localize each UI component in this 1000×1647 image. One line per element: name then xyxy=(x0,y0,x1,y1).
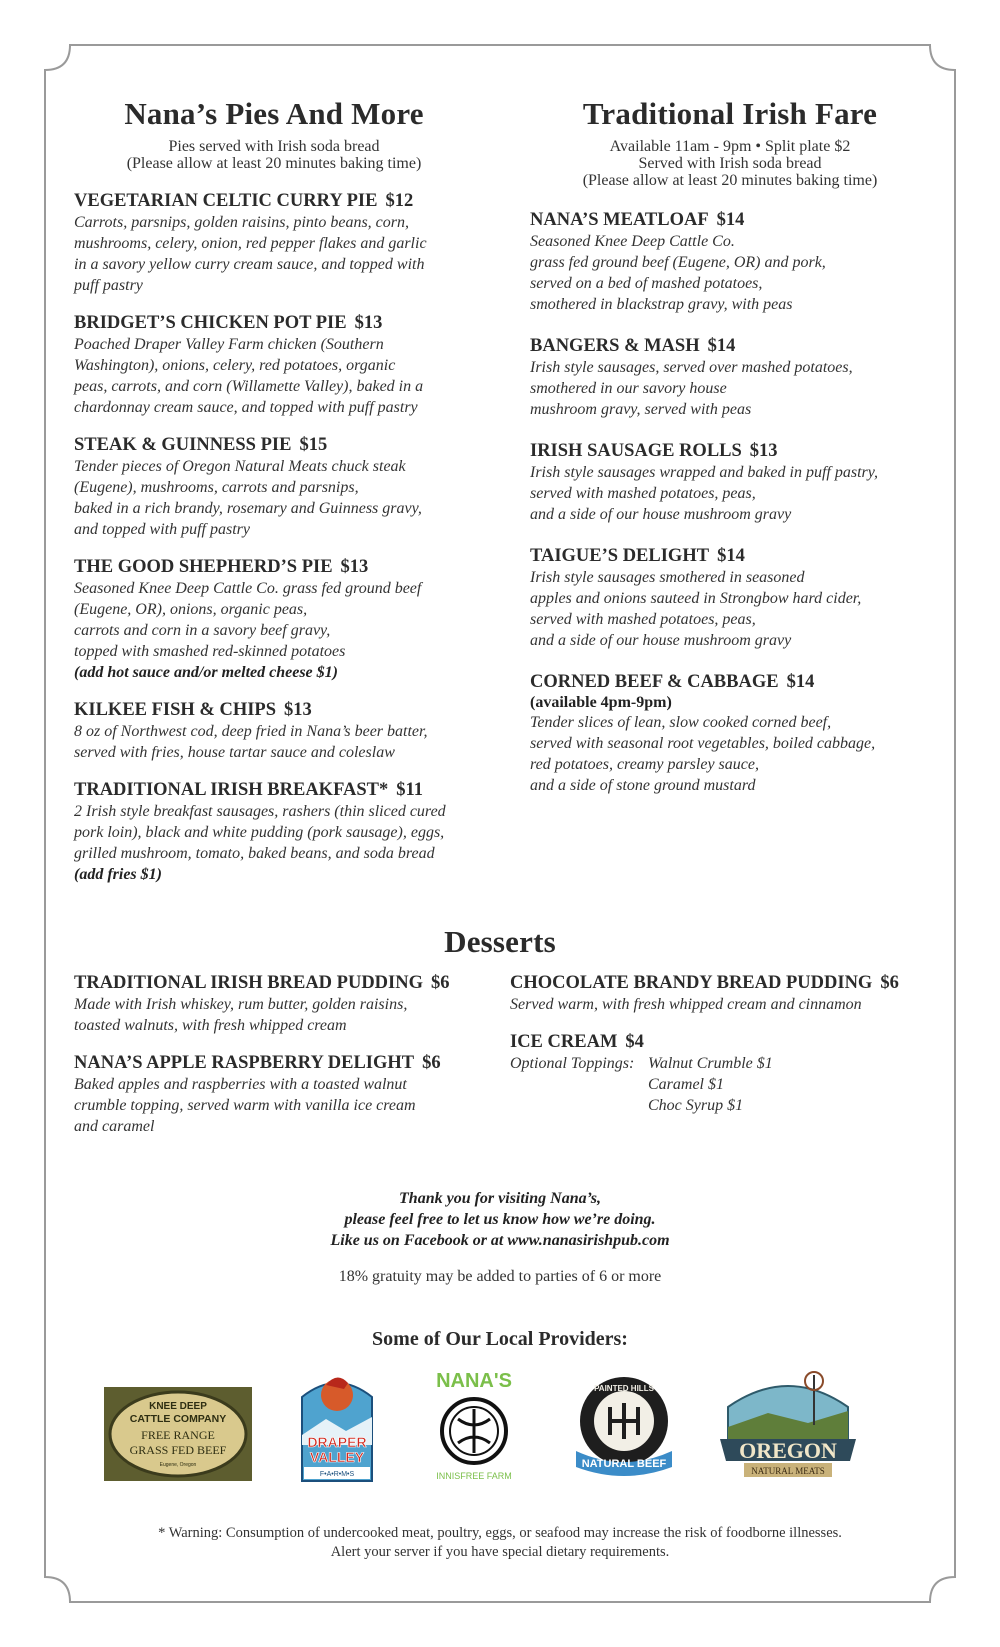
item-desc-line: 2 Irish style breakfast sausages, rashers (thin sliced cured xyxy=(74,803,446,820)
logo-text: PAINTED HILLS xyxy=(594,1384,654,1393)
item-name: BRIDGET’S CHICKEN POT PIE xyxy=(74,313,347,333)
warning-line: * Warning: Consumption of undercooked meat, poultry, eggs, or seafood may increase the risk of foodborne illnesses. xyxy=(158,1525,842,1541)
item-price: $14 xyxy=(786,672,815,692)
menu-item-ice-cream xyxy=(510,1031,940,1116)
provider-logos xyxy=(96,1365,906,1500)
thanks-line: Thank you for visiting Nana’s, xyxy=(399,1190,601,1207)
menu-item xyxy=(530,440,930,525)
nanas-innisfree-logo xyxy=(424,1365,524,1489)
menu-item xyxy=(74,779,474,885)
item-desc-line: and topped with puff pastry xyxy=(74,521,250,538)
item-desc-line: Washington), onions, celery, red potatoes, organic xyxy=(74,357,396,374)
item-desc-line: mushrooms, celery, onion, red pepper flakes and garlic xyxy=(74,235,427,252)
thank-you-message xyxy=(0,1188,1000,1251)
item-name: KILKEE FISH & CHIPS xyxy=(74,700,277,720)
item-name: CORNED BEEF & CABBAGE xyxy=(530,672,779,692)
item-desc-line: Served warm, with fresh whipped cream and cinnamon xyxy=(510,996,862,1013)
item-name: TRADITIONAL IRISH BREAKFAST* xyxy=(74,780,389,800)
irish-subtitle: Served with Irish soda bread xyxy=(638,155,822,172)
item-desc-line: and caramel xyxy=(74,1118,155,1135)
painted-hills-logo xyxy=(568,1375,680,1479)
item-name: THE GOOD SHEPHERD’S PIE xyxy=(74,557,333,577)
pies-section xyxy=(74,96,474,885)
item-price: $13 xyxy=(284,700,312,720)
pies-subtitle-note: (Please allow at least 20 minutes baking time) xyxy=(126,155,422,172)
knee-deep-logo xyxy=(104,1387,252,1481)
topping-item: Walnut Crumble $1 xyxy=(648,1055,773,1072)
logo-text: CATTLE COMPANY xyxy=(129,1413,227,1425)
item-desc-line: Seasoned Knee Deep Cattle Co. grass fed ground beef xyxy=(74,580,422,597)
item-desc-line: mushroom gravy, served with peas xyxy=(530,401,752,418)
providers-title: Some of Our Local Providers: xyxy=(372,1328,628,1350)
item-desc-line: Poached Draper Valley Farm chicken (Southern xyxy=(74,336,384,353)
gratuity-note: 18% gratuity may be added to parties of 6 or more xyxy=(338,1268,662,1285)
item-desc-line: peas, carrots, and corn (Willamette Valley), baked in a xyxy=(74,378,424,395)
menu-item xyxy=(530,545,930,651)
item-price: $6 xyxy=(431,973,450,993)
item-desc-line: Carrots, parsnips, golden raisins, pinto beans, corn, xyxy=(74,214,409,231)
logo-text: NATURAL BEEF xyxy=(581,1458,667,1470)
item-desc-line: crumble topping, served warm with vanilla ice cream xyxy=(74,1097,416,1114)
item-price: $15 xyxy=(299,435,328,455)
item-price: $13 xyxy=(354,313,383,333)
menu-item xyxy=(510,972,940,1015)
item-desc-line: toasted walnuts, with fresh whipped cream xyxy=(74,1017,347,1034)
item-price: $14 xyxy=(707,336,736,356)
logo-text: F•A•R•M•S xyxy=(319,1471,355,1478)
oregon-natural-meats-logo xyxy=(718,1367,858,1485)
item-desc-line: Irish style sausages, served over mashed potatoes, xyxy=(530,359,853,376)
item-price: $12 xyxy=(385,191,414,211)
topping-item: Choc Syrup $1 xyxy=(648,1097,744,1114)
item-name: CHOCOLATE BRANDY BREAD PUDDING xyxy=(510,973,873,993)
item-desc-line: puff pastry xyxy=(74,277,143,294)
item-desc-line: red potatoes, creamy parsley sauce, xyxy=(530,756,759,773)
menu-item xyxy=(530,335,930,420)
desserts-title: Desserts xyxy=(444,924,556,959)
pies-title: Nana’s Pies And More xyxy=(124,96,424,131)
logo-text: FREE RANGE xyxy=(141,1428,215,1442)
item-desc-line: in a savory yellow curry cream sauce, and topped with xyxy=(74,256,425,273)
item-desc-line: and a side of our house mushroom gravy xyxy=(530,506,792,523)
menu-item xyxy=(74,434,474,540)
menu-item xyxy=(74,190,474,296)
item-desc-line: served on a bed of mashed potatoes, xyxy=(530,275,763,292)
item-desc-line: served with fries, house tartar sauce and coleslaw xyxy=(74,744,395,761)
item-desc-line: served with mashed potatoes, peas, xyxy=(530,611,756,628)
item-desc-line: Irish style sausages smothered in seasoned xyxy=(530,569,805,586)
desserts-left xyxy=(74,972,494,1137)
item-price: $14 xyxy=(716,210,745,230)
item-desc-line: Baked apples and raspberries with a toasted walnut xyxy=(74,1076,407,1093)
menu-item xyxy=(74,556,474,683)
item-note: (add fries $1) xyxy=(74,866,162,883)
topping-item: Caramel $1 xyxy=(648,1076,724,1093)
item-name: BANGERS & MASH xyxy=(530,336,700,356)
logo-text: KNEE DEEP xyxy=(149,1401,207,1412)
item-desc-line: (Eugene), mushrooms, carrots and parsnips, xyxy=(74,479,359,496)
item-desc-line: smothered in our savory house xyxy=(530,380,727,397)
menu-item xyxy=(530,209,930,315)
logo-text: Eugene, Oregon xyxy=(159,1462,197,1468)
irish-subtitle-note: (Please allow at least 20 minutes baking time) xyxy=(582,172,878,189)
menu-item xyxy=(74,1052,494,1137)
thanks-line: please feel free to let us know how we’re doing. xyxy=(344,1211,656,1228)
irish-fare-title: Traditional Irish Fare xyxy=(582,96,878,131)
item-desc-line: served with mashed potatoes, peas, xyxy=(530,485,756,502)
item-price: $4 xyxy=(625,1032,644,1052)
item-desc-line: and a side of stone ground mustard xyxy=(530,777,756,794)
item-desc-line: 8 oz of Northwest cod, deep fried in Nana’s beer batter, xyxy=(74,723,428,740)
item-desc-line: carrots and corn in a savory beef gravy, xyxy=(74,622,331,639)
menu-item xyxy=(74,699,474,763)
item-desc-line: and a side of our house mushroom gravy xyxy=(530,632,792,649)
item-name: IRISH SAUSAGE ROLLS xyxy=(530,441,742,461)
item-desc-line: (Eugene, OR), onions, organic peas, xyxy=(74,601,308,618)
item-desc-line: smothered in blackstrap gravy, with peas xyxy=(530,296,793,313)
menu-item xyxy=(530,671,930,796)
item-desc-line: Tender slices of lean, slow cooked corned beef, xyxy=(530,714,832,731)
item-price: $6 xyxy=(422,1053,441,1073)
logo-text: NATURAL MEATS xyxy=(751,1466,825,1476)
item-price: $13 xyxy=(749,441,778,461)
logo-text: VALLEY xyxy=(309,1449,365,1465)
item-availability: (available 4pm-9pm) xyxy=(530,694,672,711)
menu-item xyxy=(74,972,494,1036)
pies-subtitle: Pies served with Irish soda bread xyxy=(168,138,380,155)
item-desc-line: topped with smashed red-skinned potatoes xyxy=(74,643,346,660)
item-desc-line: Tender pieces of Oregon Natural Meats chuck steak xyxy=(74,458,406,475)
thanks-line: Like us on Facebook or at www.nanasirishpub.com xyxy=(330,1232,670,1249)
item-desc-line: chardonnay cream sauce, and topped with puff pastry xyxy=(74,399,418,416)
item-name: STEAK & GUINNESS PIE xyxy=(74,435,292,455)
item-name: TAIGUE’S DELIGHT xyxy=(530,546,710,566)
warning-line: Alert your server if you have special dietary requirements. xyxy=(330,1544,670,1560)
item-name: NANA’S APPLE RASPBERRY DELIGHT xyxy=(74,1053,415,1073)
item-note: (add hot sauce and/or melted cheese $1) xyxy=(74,664,338,681)
toppings-label: Optional Toppings: xyxy=(510,1055,635,1072)
item-desc-line: Seasoned Knee Deep Cattle Co. xyxy=(530,233,735,250)
item-desc-line: baked in a rich brandy, rosemary and Guinness gravy, xyxy=(74,500,422,517)
item-desc-line: Irish style sausages wrapped and baked in puff pastry, xyxy=(530,464,878,481)
item-name: TRADITIONAL IRISH BREAD PUDDING xyxy=(74,973,423,993)
item-price: $11 xyxy=(396,780,423,800)
logo-text: DRAPER xyxy=(307,1434,367,1450)
item-name: VEGETARIAN CELTIC CURRY PIE xyxy=(74,191,378,211)
item-price: $13 xyxy=(340,557,369,577)
logo-text: OREGON xyxy=(739,1438,837,1463)
logo-text: INNISFREE FARM xyxy=(436,1471,512,1481)
irish-fare-section xyxy=(530,96,930,796)
item-price: $14 xyxy=(717,546,745,566)
food-warning xyxy=(0,1524,1000,1562)
item-desc-line: Made with Irish whiskey, rum butter, golden raisins, xyxy=(74,996,408,1013)
item-desc-line: served with seasonal root vegetables, boiled cabbage, xyxy=(530,735,876,752)
logo-text: GRASS FED BEEF xyxy=(129,1443,227,1457)
item-desc-line: grass fed ground beef (Eugene, OR) and pork, xyxy=(530,254,826,271)
item-name: ICE CREAM xyxy=(510,1032,618,1052)
item-desc-line: apples and onions sauteed in Strongbow hard cider, xyxy=(530,590,862,607)
item-desc-line: pork loin), black and white pudding (pork sausage), eggs, xyxy=(74,824,445,841)
irish-availability: Available 11am - 9pm • Split plate $2 xyxy=(609,138,851,155)
item-name: NANA’S MEATLOAF xyxy=(530,210,709,230)
menu-item xyxy=(74,312,474,418)
desserts-right xyxy=(510,972,940,1116)
item-desc-line: grilled mushroom, tomato, baked beans, and soda bread xyxy=(74,845,435,862)
draper-valley-logo xyxy=(296,1365,378,1489)
logo-text: NANA'S xyxy=(436,1370,512,1392)
item-price: $6 xyxy=(880,973,899,993)
